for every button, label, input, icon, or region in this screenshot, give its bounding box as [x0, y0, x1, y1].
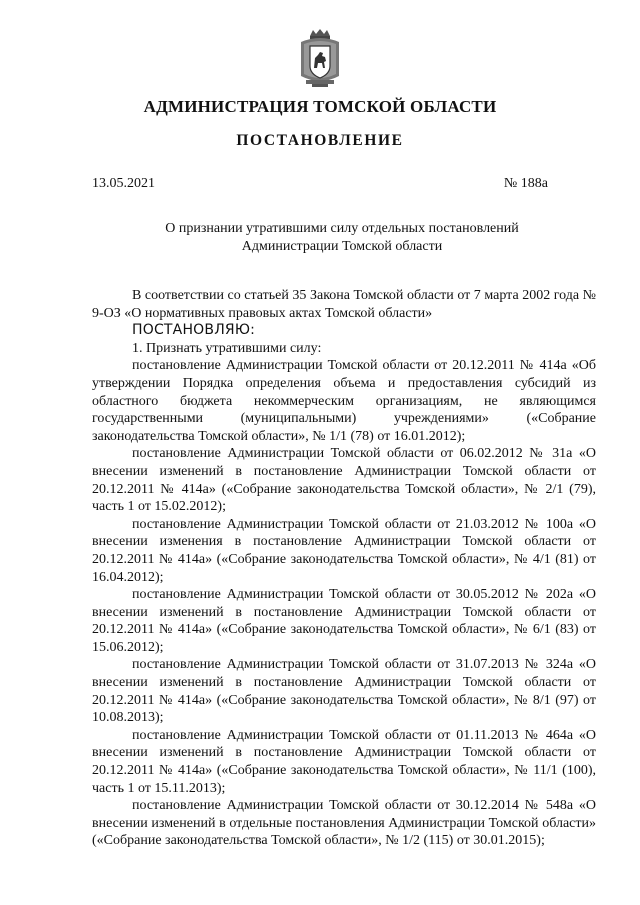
subject-line-2: Администрации Томской области — [241, 239, 443, 254]
document-date: 13.05.2021 — [92, 176, 155, 191]
decree-heading: ПОСТАНОВЛЯЮ: — [132, 322, 256, 339]
subject-line-1: О признании утратившими силу отдельных постановлений — [165, 221, 519, 236]
list-item: постановление Администрации Томской области от 30.12.2014 № 548а «О внесении изменений в отдельные постановления Администрации Томской области» («Собрание законодательства Томской области», № 1/2 (115) от 30.01.2015); — [92, 798, 596, 849]
document-subject — [92, 220, 592, 256]
coat-of-arms-icon — [298, 28, 342, 90]
list-item: постановление Администрации Томской области от 30.05.2012 № 202а «О внесении изменений в постановление Администрации Томской области от 20.12.2011 № 414а» («Собрание законодательства Томской области», № 6/1 (83) от 15.06.2012); — [92, 587, 596, 655]
list-item: постановление Администрации Томской области от 06.02.2012 № 31а «О внесении изменений в постановление Администрации Томской области от 20.12.2011 № 414а» («Собрание законодательства Томской области», № 2/1 (79), часть 1 от 15.02.2012); — [92, 446, 596, 515]
list-item: постановление Администрации Томской области от 01.11.2013 № 464а «О внесении изменений в постановление Администрации Томской области от 20.12.2011 № 414а» («Собрание законодательства Томской области», № 11/1 (100), часть 1 от 15.11.2013); — [92, 727, 596, 796]
agency-title: АДМИНИСТРАЦИЯ ТОМСКОЙ ОБЛАСТИ — [143, 97, 497, 116]
document-number: № 188а — [503, 176, 548, 191]
list-item: постановление Администрации Томской области от 21.03.2012 № 100а «О внесении изменения в постановление Администрации Томской области от 20.12.2011 № 414а» («Собрание законодательства Томской области», № 4/1 (81) от 16.04.2012); — [92, 516, 596, 585]
list-item: постановление Администрации Томской области от 31.07.2013 № 324а «О внесении изменений в постановление Администрации Томской области от 20.12.2011 № 414а» («Собрание законодательства Томской области», № 8/1 (97) от 10.08.2013); — [92, 657, 596, 726]
list-item: постановление Администрации Томской области от 20.12.2011 № 414а «Об утверждении Порядка определения объема и предоставления субсидий из областного бюджета некоммерческим организациям, не являющимся государственными (муниципальными) учреждениями» («Собрание законодательства Томской области», № 1/1 (78) от 16.01.2012); — [92, 358, 596, 444]
item-1: 1. Признать утратившими силу: — [132, 340, 322, 356]
document-type: ПОСТАНОВЛЕНИЕ — [236, 132, 404, 149]
intro-paragraph: В соответствии со статьей 35 Закона Томской области от 7 марта 2002 года № 9-ОЗ «О нормативных правовых актах Томской области» — [92, 288, 596, 321]
document-body — [92, 287, 596, 850]
